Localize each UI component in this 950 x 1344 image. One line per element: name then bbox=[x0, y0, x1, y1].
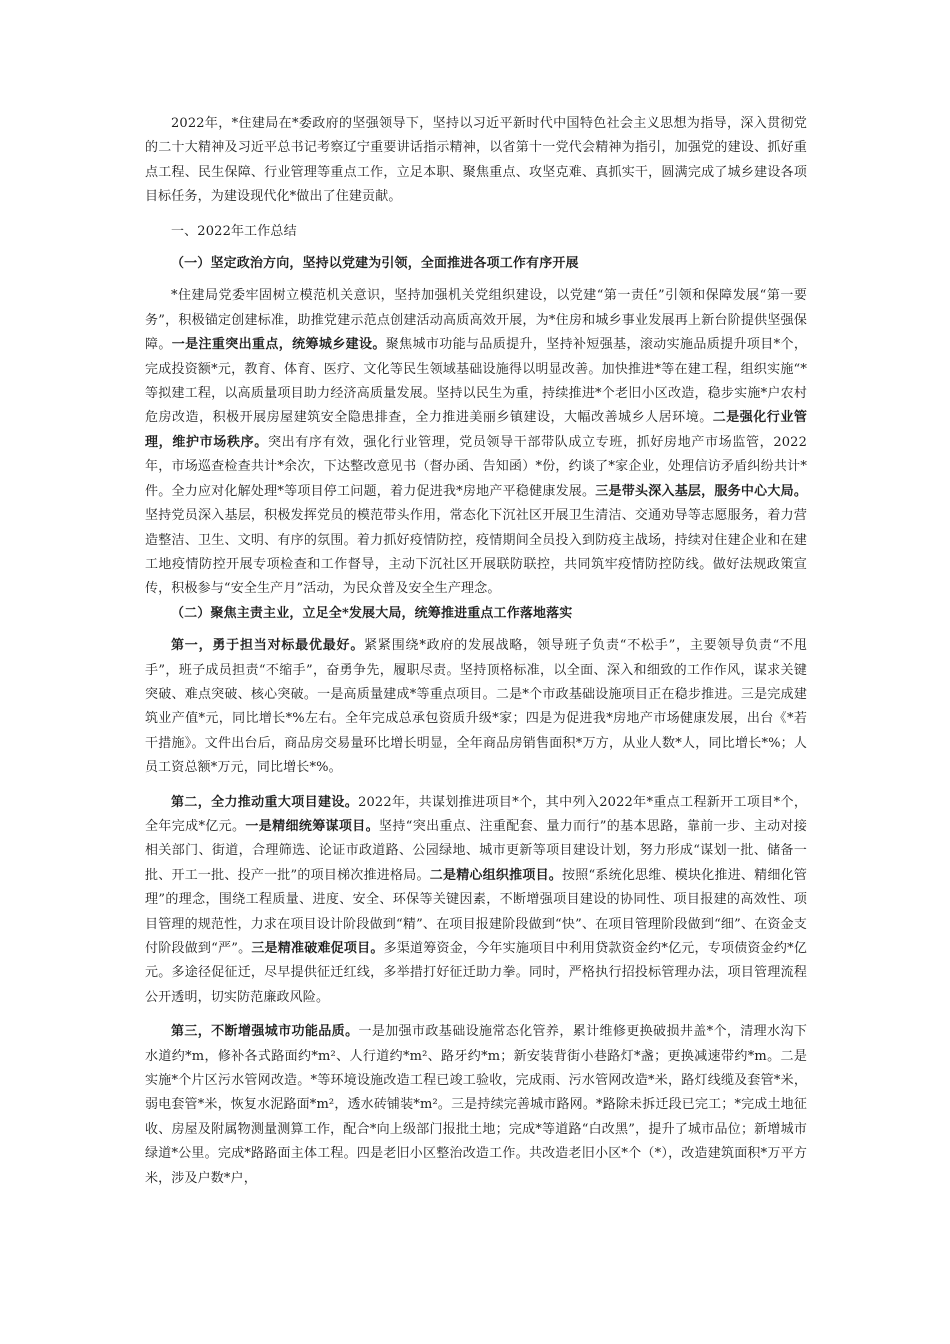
second-point-3-label: 三是精准破难促项目。 bbox=[251, 941, 384, 956]
subsection-1-heading: （一）坚定政治方向，坚持以党建为引领，全面推进各项工作有序开展 bbox=[171, 256, 579, 272]
second-label: 第二，全力推动重大项目建设。 bbox=[171, 794, 359, 810]
subsection-1-paragraph bbox=[145, 284, 807, 601]
second-paragraph bbox=[145, 791, 807, 1011]
point-2-label: 二是强化行业管理，维护市场秩序。 bbox=[145, 410, 807, 450]
document-body bbox=[145, 112, 807, 1191]
point-3-text: 坚持党员深入基层，积极发挥党员的模范带头作用，常态化下沉社区开展卫生清洁、交通劝导等志愿服务，着力营造整洁、卫生、文明、有序的氛围。着力抓好疫情防控，疫情期间全员投入到防疫主战场，持续对住建企业和在建工地疫情防控开展专项检查和工作督导，主动下沉社区开展联防联控，共同筑牢疫情防控防线。做好法规政策宣传，积极参与“安全生产月”活动，为民众普及安全生产理念。 bbox=[145, 508, 807, 597]
first-paragraph bbox=[145, 634, 807, 780]
point-1-text: 聚焦城市功能与品质提升，坚持补短强基，滚动实施品质提升项目*个，完成投资额*元，教育、体育、医疗、文化等民生领域基础设施得以明显改善。加快推进*等在建工程，组织实施“*等拟建工程，以高质量项目助力经济高质量发展。坚持以民生为重，持续推进*个老旧小区改造，稳步实施*户农村危房改造，积极开展房屋建筑安全隐患排查，全力推进美丽乡镇建设，大幅改善城乡人居环境。 bbox=[145, 337, 807, 426]
intro-paragraph: 2022年，*住建局在*委政府的坚强领导下，坚持以习近平新时代中国特色社会主义思想为指导，深入贯彻党的二十大精神及习近平总书记考察辽宁重要讲话指示精神，以省第十一党代会精神为指引，加强党的建设、抓好重点工程、民生保障、行业管理等重点工作，立足本职、聚焦重点、攻坚克难、真抓实干，圆满完成了城乡建设各项目标任务，为建设现代化*做出了住建贡献。 bbox=[145, 116, 807, 205]
third-text: 一是加强市政基础设施常态化管养，累计维修更换破损井盖*个，清理水沟下水道约*m，修补各式路面约*m²、人行道约*m²、路牙约*m；新安装背街小巷路灯*盏；更换减速带约*m。二是实施*个片区污水管网改造。*等环境设施改造工程已竣工验收，完成雨、污水管网改造*米，路灯线缆及套管*米，弱电套管*米，恢复水泥路面*m²，透水砖铺装*m²。三是持续完善城市路网。*路除未拆迁段已完工；*完成土地征收、房屋及附属物测量测算工作，配合*向上级部门报批土地；完成*等道路“白改黑”，提升了城市品位；新增城市绿道*公里。完成*路路面主体工程。四是老旧小区整治改造工作。共改造老旧小区*个（*），改造建筑面积*万平方米，涉及户数*户， bbox=[145, 1024, 807, 1186]
third-paragraph bbox=[145, 1020, 807, 1191]
second-point-1-text: 坚持“突出重点、注重配套、量力而行”的基本思路，靠前一步、主动对接相关部门、街道，合理筛选、论证市政道路、公园绿地、城市更新等项目建设计划，努力形成“谋划一批、储备一批、开工一批、投产一批”的项目梯次推进格局。 bbox=[145, 818, 807, 883]
first-label: 第一，勇于担当对标最优最好。 bbox=[171, 638, 365, 654]
second-text-intro: 2022年，共谋划推进项目*个，其中列入2022年*重点工程新开工项目*个，全年完成*亿元。 bbox=[145, 794, 807, 834]
second-point-2-label: 二是精心组织推项目。 bbox=[429, 867, 563, 883]
second-point-1-label: 一是精细统筹谋项目。 bbox=[245, 818, 379, 834]
section-heading: 一、2022年工作总结 bbox=[171, 223, 297, 239]
second-point-2-text: 按照“系统化思维、模块化推进、精细化管理”的理念，围绕工程质量、进度、安全、环保等关键因素，不断增强项目建设的协同性、项目报建的高效性、项目管理的规范性，力求在项目设计阶段做到“精”、在项目报建阶段做到“快”、在项目管理阶段做到“细”、在资金支付阶段做到“严”。 bbox=[145, 867, 807, 956]
point-2-text: 突出有序有效，强化行业管理，党员领导干部带队成立专班，抓好房地产市场监管，2022年，市场巡查检查共计*余次，下达整改意见书（督办函、告知函）*份，约谈了*家企业，处理信访矛盾纠纷共计*件。全力应对化解处理*等项目停工问题，着力促进我*房地产平稳健康发展。 bbox=[145, 434, 807, 499]
second-point-3-text: 多渠道筹资金，今年实施项目中利用贷款资金约*亿元，专项债资金约*亿元。多途径促征迁，尽早提供征迁红线，多举措打好征迁助力拳。同时，严格执行招投标管理办法，项目管理流程公开透明，切实防范廉政风险。 bbox=[145, 941, 807, 1005]
first-text: 紧紧围绕*政府的发展战略，领导班子负责“不松手”，主要领导负责“不甩手”，班子成员担责“不缩手”，奋勇争先，履职尽责。坚持顶格标准，以全面、深入和细致的工作作风，谋求关键突破、难点突破、核心突破。一是高质量建成*等重点项目。二是*个市政基础设施项目正在稳步推进。三是完成建筑业产值*元，同比增长*%左右。全年完成总承包资质升级*家；四是为促进我*房地产市场健康发展，出台《*若干措施》。文件出台后，商品房交易量环比增长明显，全年商品房销售面积*万方，从业人数*人，同比增长*%；人员工资总额*万元，同比增长*%。 bbox=[145, 638, 807, 776]
party-building-text: *住建局党委牢固树立模范机关意识，坚持加强机关党组织建设，以党建“第一责任”引领和保障发展“第一要务”，积极锚定创建标准，助推党建示范点创建活动高质高效开展，为*住房和城乡事业发展再上新台阶提供坚强保障。 bbox=[145, 288, 807, 353]
point-3-label: 三是带头深入基层，服务中心大局。 bbox=[595, 483, 807, 499]
third-label: 第三，不断增强城市功能品质。 bbox=[171, 1024, 359, 1040]
subsection-2-heading: （二）聚焦主责主业，立足全*发展大局，统筹推进重点工作落地落实 bbox=[171, 605, 573, 621]
point-1-label: 一是注重突出重点，统筹城乡建设。 bbox=[171, 337, 386, 353]
